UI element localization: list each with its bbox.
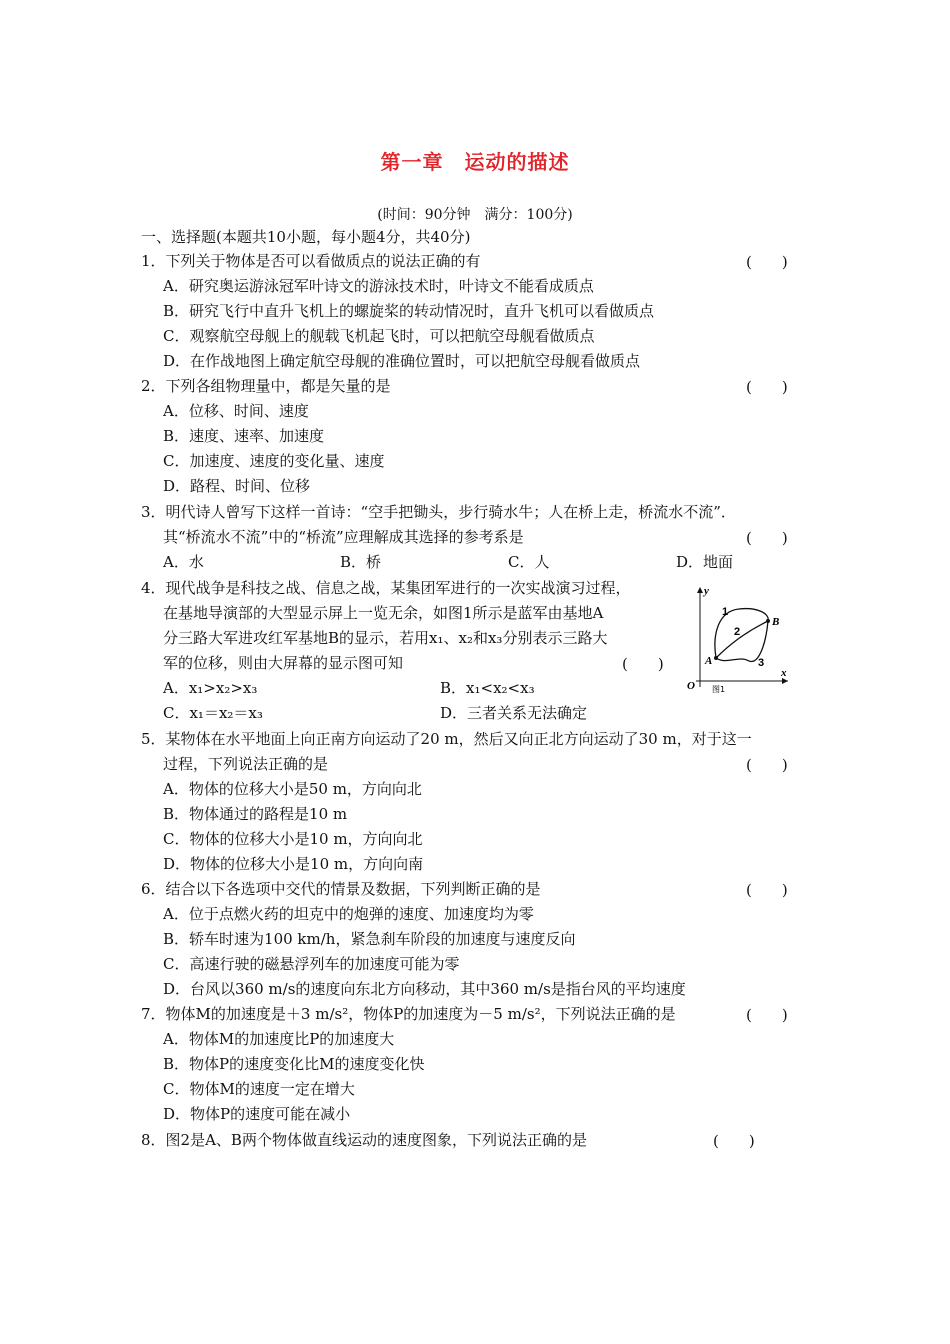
question-2-option-c: C．加速度、速度的变化量、速度 [163,452,385,470]
point-b-label: B [772,616,780,628]
question-4-option-d: D．三者关系无法确定 [440,704,588,722]
question-4-option-b: B．x₁<x₂<x₃ [440,679,535,697]
y-axis-arrow [697,587,703,593]
question-7-option-b: B．物体P的速度变化比M的速度变化快 [163,1055,425,1073]
question-2-option-d: D．路程、时间、位移 [163,477,311,495]
question-4-option-a: A．x₁>x₂>x₃ [163,679,258,697]
question-7-option-d: D．物体P的速度可能在减小 [163,1105,351,1123]
question-5-option-a: A．物体的位移大小是50 m，方向向北 [163,780,422,798]
question-3-stem-line1: 3．明代诗人曾写下这样一首诗：“空手把锄头，步行骑水牛；人在桥上走，桥流水不流”． [141,503,736,521]
y-axis-label: y [704,585,709,597]
question-1-option-c: C．观察航空母舰上的舰载飞机起飞时，可以把航空母舰看做质点 [163,327,595,345]
answer-bracket-6: ( ) [746,881,788,899]
path-1-label: 1 [722,606,729,618]
question-1-option-b: B．研究飞行中直升飞机上的螺旋桨的转动情况时，直升飞机可以看做质点 [163,302,655,320]
answer-bracket-4: ( ) [622,655,664,673]
answer-bracket-2: ( ) [746,378,788,396]
path-2-label: 2 [734,626,741,638]
question-1-option-a: A．研究奥运游泳冠军叶诗文的游泳技术时，叶诗文不能看成质点 [163,277,594,295]
question-5-stem-line2: 过程，下列说法正确的是 [163,755,329,773]
point-a-label: A [705,655,713,667]
answer-bracket-3: ( ) [746,529,788,547]
question-7-stem: 7．物体M的加速度是＋3 m/s²，物体P的加速度为－5 m/s²，下列说法正确的是 [141,1005,676,1023]
point-b [766,619,770,623]
answer-bracket-5: ( ) [746,756,788,774]
path-3 [716,621,768,661]
question-6-stem: 6．结合以下各选项中交代的情景及数据，下列判断正确的是 [141,880,541,898]
path-3-label: 3 [758,657,765,669]
question-4-stem-line1: 4．现代战争是科技之战、信息之战，某集团军进行的一次实战演习过程， [141,579,631,597]
question-4-stem-line2: 在基地导演部的大型显示屏上一览无余，如图1所示是蓝军由基地A [163,604,604,622]
question-5-stem-line1: 5．某物体在水平地面上向正南方向运动了20 m，然后又向正北方向运动了30 m，对于这一 [141,730,752,748]
question-2-stem: 2．下列各组物理量中，都是矢量的是 [141,377,391,395]
question-1-stem: 1．下列关于物体是否可以看做质点的说法正确的有 [141,252,481,270]
question-4-option-c: C．x₁＝x₂＝x₃ [163,704,263,722]
question-3-option-a: A．水 [163,553,204,571]
figure-1-path-diagram [684,583,796,693]
x-axis-label: x [781,667,787,679]
question-4-stem-line3: 分三路大军进攻红军基地B的显示，若用x₁、x₂和x₃分别表示三路大 [163,629,608,647]
question-2-option-b: B．速度、速率、加速度 [163,427,325,445]
figure-1-caption: 图1 [712,685,726,693]
origin-label: O [687,680,695,692]
question-7-option-c: C．物体M的速度一定在增大 [163,1080,355,1098]
question-6-option-d: D．台风以360 m/s的速度向东北方向移动，其中360 m/s是指台风的平均速度 [163,980,686,998]
chapter-title: 第一章 运动的描述 [380,150,570,174]
question-6-option-a: A．位于点燃火药的坦克中的炮弹的速度、加速度均为零 [163,905,534,923]
point-a [714,656,718,660]
question-1-option-d: D．在作战地图上确定航空母舰的准确位置时，可以把航空母舰看做质点 [163,352,641,370]
answer-bracket-1: ( ) [746,253,788,271]
answer-bracket-7: ( ) [746,1006,788,1024]
exam-info: (时间：90分钟 满分：100分) [377,207,573,223]
question-7-option-a: A．物体M的加速度比P的加速度大 [163,1030,395,1048]
answer-bracket-8: ( ) [713,1132,755,1150]
question-5-option-c: C．物体的位移大小是10 m，方向向北 [163,830,423,848]
question-8-stem: 8．图2是A、B两个物体做直线运动的速度图象，下列说法正确的是 [141,1131,587,1149]
question-5-option-b: B．物体通过的路程是10 m [163,805,348,823]
question-5-option-d: D．物体的位移大小是10 m，方向向南 [163,855,424,873]
question-3-option-c: C．人 [508,553,550,571]
question-6-option-b: B．轿车时速为100 km/h，紧急刹车阶段的加速度与速度反向 [163,930,576,948]
section-heading: 一、选择题(本题共10小题，每小题4分，共40分) [141,228,471,246]
question-6-option-c: C．高速行驶的磁悬浮列车的加速度可能为零 [163,955,460,973]
question-4-stem-line4: 军的位移，则由大屏幕的显示图可知 [163,654,404,672]
question-2-option-a: A．位移、时间、速度 [163,402,309,420]
question-3-option-b: B．桥 [340,553,382,571]
question-3-stem-line2: 其“桥流水不流”中的“桥流”应理解成其选择的参考系是 [163,528,524,546]
question-3-option-d: D．地面 [676,553,734,571]
